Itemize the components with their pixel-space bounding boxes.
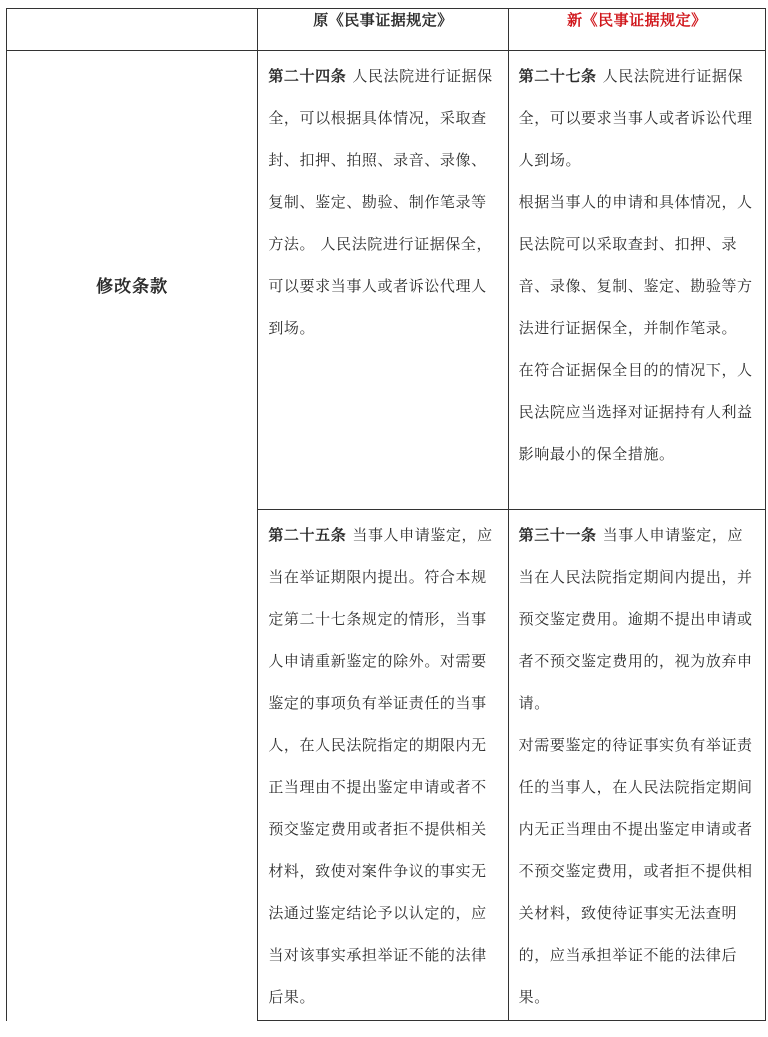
article-paragraph: 在符合证据保全目的的情况下，人民法院应当选择对证据持有人利益影响最小的保全措施。 [518,361,753,463]
article-number: 第二十四条 [268,67,347,85]
row-label: 修改条款 [96,277,169,297]
header-new: 新《民事证据规定》 [508,9,765,51]
old-article-cell [258,51,508,510]
article-text: 第二十五条 当事人申请鉴定，应当在举证期限内提出。符合本规定第二十七条规定的情形，当事人申请重新鉴定的除外。对需要鉴定的事项负有举证责任的当事人，在人民法院指定的期限内无正当理由不提出鉴定申请或者不预交鉴定费用或者拒不提供相关材料，致使对案件争议的事实无法通过鉴定结论予以认定的，应当对该事实承担举证不能的法律后果。 [268,526,493,1006]
table-row [7,51,766,510]
old-article-cell [258,510,508,1021]
article-number: 第二十五条 [268,526,347,544]
header-old: 原《民事证据规定》 [258,9,508,51]
article-text: 第二十七条 人民法院进行证据保全，可以要求当事人或者诉讼代理人到场。 [518,67,753,169]
article-text: 第三十一条 当事人申请鉴定，应当在人民法院指定期间内提出，并预交鉴定费用。逾期不提出申请或者不预交鉴定费用的，视为放弃申请。 [518,526,753,712]
article-number: 第三十一条 [518,526,597,544]
article-paragraph: 对需要鉴定的待证事实负有举证责任的当事人，在人民法院指定期间内无正当理由不提出鉴定申请或者不预交鉴定费用，或者拒不提供相关材料，致使待证事实无法查明的，应当承担举证不能的法律后果。 [518,736,753,1006]
new-article-cell [508,51,765,510]
header-row [7,9,766,51]
article-paragraph: 根据当事人的申请和具体情况，人民法院可以采取查封、扣押、录音、录像、复制、鉴定、勘验等方法进行证据保全，并制作笔录。 [518,193,753,337]
comparison-table [6,8,766,1021]
article-number: 第二十七条 [518,67,597,85]
article-text: 第二十四条 人民法院进行证据保全，可以根据具体情况，采取查封、扣押、拍照、录音、录像、复制、鉴定、勘验、制作笔录等方法。 人民法院进行证据保全，可以要求当事人或者诉讼代理人到场。 [268,67,493,337]
new-article-cell [508,510,765,1021]
row-label-cell [7,51,258,1021]
header-empty-cell [7,9,258,51]
